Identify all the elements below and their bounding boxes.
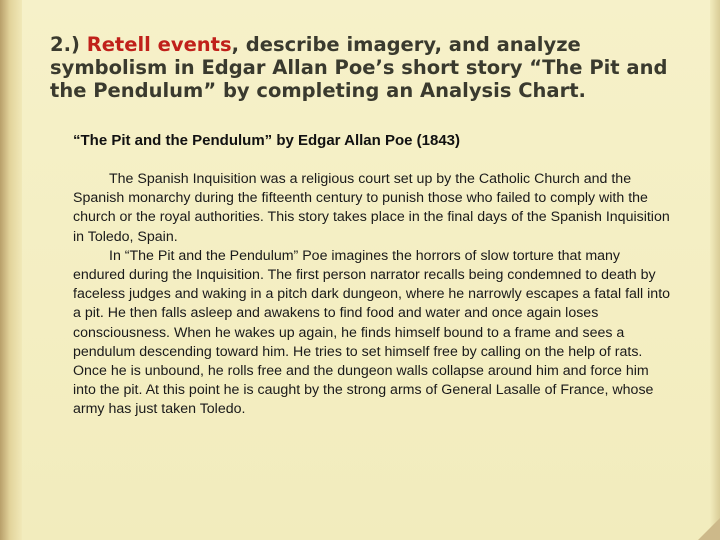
heading-prefix: 2.) <box>50 33 87 56</box>
heading-describe: , describe <box>231 33 347 56</box>
slide-heading <box>50 33 690 102</box>
page-corner <box>698 518 720 540</box>
story-summary <box>73 170 673 420</box>
heading-rest: in Edgar Allan Poe’s short story “The Pit and the Pendulum” by completing an Analysis Chart. <box>50 56 668 102</box>
paragraph-plot: In “The Pit and the Pendulum” Poe imagines the horrors of slow torture that many endured during the Inquisition. The first person narrator recalls being condemned to death by faceless judges and waking in a pitch dark dungeon, where he narrowly escapes a fatal fall into a pit. He then falls asleep and awakens to find food and water and once again loses consciousness. When he wakes up again, he finds himself bound to a frame and sees a pendulum descending toward him. He tries to set himself free by calling on the help of rats. Once he is unbound, he rolls free and the dungeon walls collapse around him and force him into the pit. At this point he is caught by the strong arms of General Lasalle of France, whose army has just taken Toledo. <box>73 247 671 418</box>
heading-retell-events: Retell events <box>86 33 232 56</box>
heading-analyze: , and analyze <box>434 33 581 56</box>
heading-imagery: imagery <box>346 33 435 56</box>
book-spine <box>0 0 22 540</box>
story-title: “The Pit and the Pendulum” by Edgar Allan Poe (1843) <box>73 132 461 149</box>
heading-symbolism: symbolism <box>50 56 168 79</box>
page-edge <box>710 0 720 540</box>
paragraph-inquisition: The Spanish Inquisition was a religious court set up by the Catholic Church and the Spanish monarchy during the fifteenth century to punish those who failed to comply with the church or the royal authorities. This story takes place in the final days of the Spanish Inquisition in Toledo, Spain. <box>73 171 670 245</box>
